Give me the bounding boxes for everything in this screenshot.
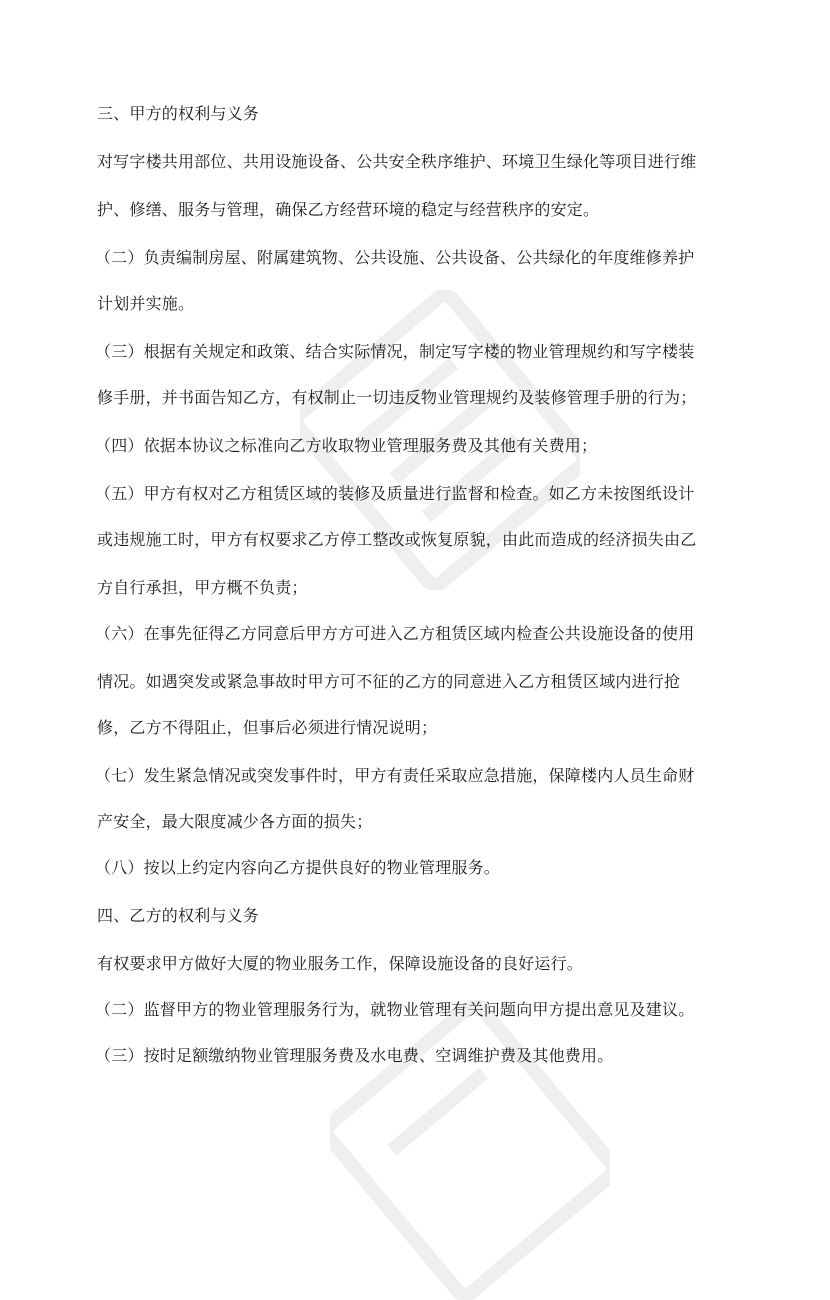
paragraph-line: （八）按以上约定内容向乙方提供良好的物业管理服务。: [95, 858, 501, 877]
paragraph-line: （五）甲方有权对乙方租赁区域的装修及质量进行监督和检查。如乙方未按图纸设计: [95, 484, 695, 503]
paragraph-line: 情况。如遇突发或紧急事故时甲方可不征的乙方的同意进入乙方租赁区域内进行抢: [97, 672, 681, 691]
paragraph-line: （二）监督甲方的物业管理服务行为，就物业管理有关问题向甲方提出意见及建议。: [95, 1000, 695, 1019]
paragraph-line: 计划并实施。: [97, 294, 195, 313]
paragraph-line: （二）负责编制房屋、附属建筑物、公共设施、公共设备、公共绿化的年度维修养护: [95, 248, 695, 267]
paragraph-line: 护、修缮、服务与管理，确保乙方经营环境的稳定与经营秩序的安定。: [97, 200, 600, 219]
paragraph-line: （三）根据有关规定和政策、结合实际情况，制定写字楼的物业管理规约和写字楼装: [95, 342, 695, 361]
paragraph-line: （三）按时足额缴纳物业管理服务费及水电费、空调维护费及其他费用。: [95, 1046, 614, 1065]
paragraph-line: （四）依据本协议之标准向乙方收取物业管理服务费及其他有关费用；: [95, 436, 598, 455]
paragraph-line: 修，乙方不得阻止，但事后必须进行情况说明；: [97, 718, 438, 737]
paragraph-line: 产安全，最大限度减少各方面的损失；: [97, 812, 373, 831]
watermark-logo-lower: [330, 1000, 610, 1300]
paragraph-line: 修手册，并书面告知乙方，有权制止一切违反物业管理规约及装修管理手册的行为；: [97, 388, 697, 407]
paragraph-line: 或违规施工时，甲方有权要求乙方停工整改或恢复原貌，由此而造成的经济损失由乙: [97, 530, 697, 549]
section-heading-3: 三、甲方的权利与义务: [97, 104, 260, 123]
section-heading-4: 四、乙方的权利与义务: [97, 906, 260, 925]
paragraph-line: （七）发生紧急情况或突发事件时，甲方有责任采取应急措施，保障楼内人员生命财: [95, 766, 695, 785]
paragraph-line: 有权要求甲方做好大厦的物业服务工作，保障设施设备的良好运行。: [97, 954, 584, 973]
paragraph-line: 方自行承担，甲方概不负责；: [97, 578, 308, 597]
paragraph-line: 对写字楼共用部位、共用设施设备、公共安全秩序维护、环境卫生绿化等项目进行维: [97, 152, 697, 171]
paragraph-line: （六）在事先征得乙方同意后甲方方可进入乙方租赁区域内检查公共设施设备的使用: [95, 624, 695, 643]
